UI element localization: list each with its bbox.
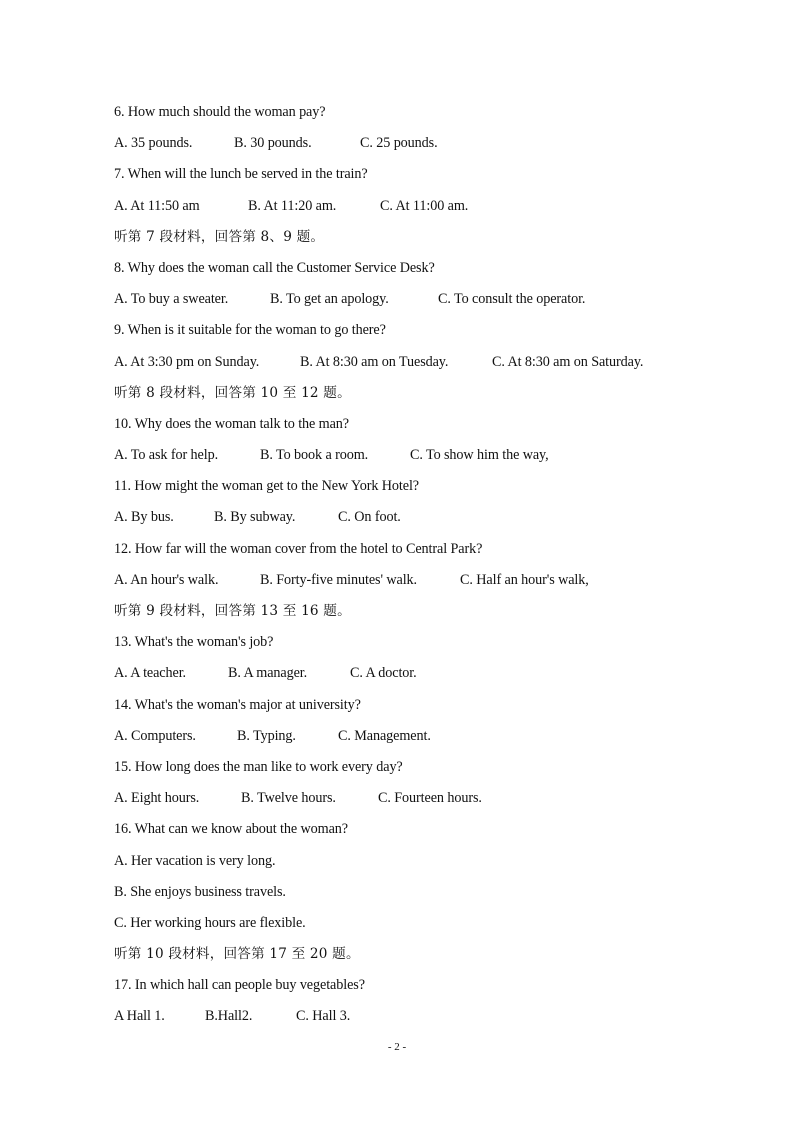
answer-option: C. At 8:30 am on Saturday.	[492, 353, 644, 370]
answer-option: C. To show him the way,	[410, 447, 549, 464]
answer-option: B. At 8:30 am on Tuesday.	[300, 353, 449, 370]
answer-option: A. To ask for help.	[114, 447, 219, 464]
answer-option: A. To buy a sweater.	[114, 291, 229, 308]
question-text: A. Her vacation is very long.	[114, 852, 276, 869]
answer-option: B. Typing.	[237, 727, 296, 744]
answer-option: A Hall 1.	[114, 1008, 165, 1025]
answer-option: A. Computers.	[114, 727, 196, 744]
question-text: 14. What's the woman's major at university?	[114, 696, 361, 713]
question-text: 9. When is it suitable for the woman to go there?	[114, 322, 386, 339]
answer-options	[114, 196, 734, 227]
question-text: B. She enjoys business travels.	[114, 883, 286, 900]
answer-option: A. A teacher.	[114, 665, 186, 682]
answer-options	[114, 289, 734, 320]
answer-option: C. Half an hour's walk,	[460, 571, 589, 588]
question-text: 11. How might the woman get to the New York Hotel?	[114, 478, 419, 495]
question-text: 8. Why does the woman call the Customer Service Desk?	[114, 259, 435, 276]
section-heading: 听第 7 段材料，回答第 8、9 题。	[114, 228, 325, 245]
answer-option: B. By subway.	[214, 509, 296, 526]
answer-option: A. An hour's walk.	[114, 571, 219, 588]
question-text: 6. How much should the woman pay?	[114, 104, 326, 120]
question-text: 10. Why does the woman talk to the man?	[114, 415, 350, 432]
answer-options	[114, 663, 734, 694]
question-text: 13. What's the woman's job?	[114, 634, 274, 651]
answer-option: A. At 11:50 am	[114, 197, 200, 214]
section-heading: 听第 10 段材料，回答第 17 至 20 题。	[114, 946, 360, 963]
answer-options	[114, 133, 734, 164]
answer-options	[114, 445, 734, 476]
answer-option: A. By bus.	[114, 509, 174, 526]
section-heading: 听第 8 段材料，回答第 10 至 12 题。	[114, 384, 351, 401]
answer-option: A. Eight hours.	[114, 790, 200, 807]
answer-option: B. To book a room.	[260, 447, 369, 464]
answer-options	[114, 1006, 734, 1037]
answer-option: C. To consult the operator.	[438, 291, 586, 308]
page-number: - 2 -	[387, 1041, 407, 1053]
answer-option: B. A manager.	[228, 665, 308, 682]
answer-options	[114, 726, 734, 757]
question-text: 15. How long does the man like to work every day?	[114, 758, 403, 775]
question-text: 7. When will the lunch be served in the train?	[114, 166, 368, 183]
answer-option: C. A doctor.	[350, 665, 417, 682]
answer-option: B. 30 pounds.	[234, 135, 312, 152]
answer-option: B. Forty-five minutes' walk.	[260, 571, 417, 588]
answer-options	[114, 788, 734, 819]
answer-option: A. At 3:30 pm on Sunday.	[114, 353, 260, 370]
answer-option: B.Hall2.	[205, 1008, 253, 1025]
answer-options	[114, 507, 734, 538]
answer-option: C. Fourteen hours.	[378, 790, 482, 807]
answer-option: C. Hall 3.	[296, 1008, 351, 1025]
answer-option: B. Twelve hours.	[241, 790, 336, 807]
answer-options	[114, 352, 734, 383]
question-text: 16. What can we know about the woman?	[114, 821, 349, 838]
question-text: 12. How far will the woman cover from the hotel to Central Park?	[114, 540, 483, 557]
question-list	[114, 102, 734, 1038]
answer-options	[114, 570, 734, 601]
answer-option: B. At 11:20 am.	[248, 197, 337, 214]
section-heading: 听第 9 段材料，回答第 13 至 16 题。	[114, 603, 351, 619]
question-text: C. Her working hours are flexible.	[114, 914, 306, 931]
answer-option: C. At 11:00 am.	[380, 197, 469, 214]
question-text: 17. In which hall can people buy vegetables?	[114, 977, 365, 994]
answer-option: C. On foot.	[338, 509, 401, 526]
answer-option: C. 25 pounds.	[360, 135, 438, 152]
answer-option: A. 35 pounds.	[114, 135, 193, 152]
answer-option: B. To get an apology.	[270, 291, 389, 308]
answer-option: C. Management.	[338, 727, 431, 744]
